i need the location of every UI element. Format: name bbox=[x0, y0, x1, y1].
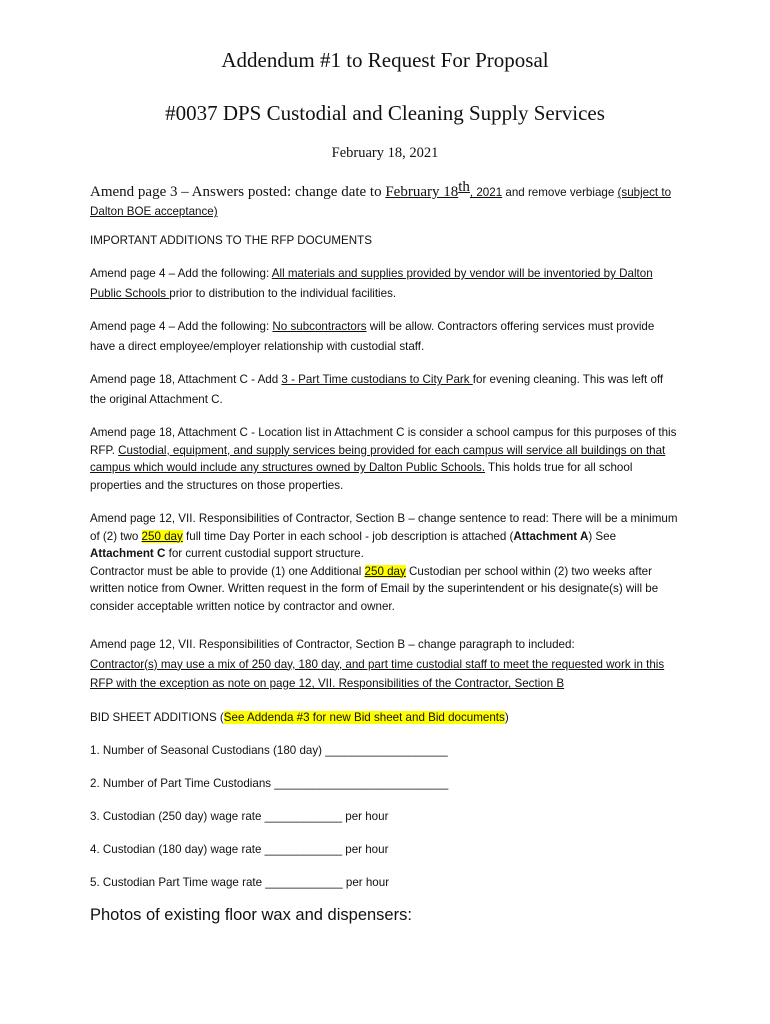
amend-page-4-materials: Amend page 4 – Add the following: All materials and supplies provided by vendor will be inventoried by Dalton Public Schools prior to distribution to the individual facilities. bbox=[90, 267, 653, 300]
amend-page-12-staff-mix: Amend page 12, VII. Responsibilities of Contractor, Section B – change paragraph to included: Contractor(s) may use a mix of 250 day, 180 day, and part time custodial staff to meet the requested work in this RFP with the exception as note on page 12, VII. Responsibilities of the Contractor, Section B bbox=[90, 638, 665, 690]
amend-page-4-subcontractors: Amend page 4 – Add the following: No subcontractors will be allow. Contractors offering services must provide have a direct employee/employer relationship with custodial staff. bbox=[90, 320, 655, 353]
bid-item: 1. Number of Seasonal Custodians (180 day) ___________________ bbox=[90, 744, 448, 757]
bid-item: 5. Custodian Part Time wage rate ____________ per hour bbox=[90, 876, 390, 889]
bid-item: 2. Number of Part Time Custodians ___________________________ bbox=[90, 777, 449, 790]
bid-item: 3. Custodian (250 day) wage rate ____________ per hour bbox=[90, 810, 389, 823]
amend-page-12-day-porter: Amend page 12, VII. Responsibilities of Contractor, Section B – change sentence to read: There will be a minimum of (2) two 250 day full time Day Porter in each school - job description is attached (Attachment A) See Attachment C for current custodial support structure. Contractor must be able to provide (1) one Additional 250 day Custodian per school within (2) two weeks after written notice from Owner. Written request in the form of Email by the superintendent or his designate(s) will be consider acceptable written notice by contractor and owner. bbox=[90, 512, 678, 613]
bid-sheet-additions: BID SHEET ADDITIONS (See Addenda #3 for new Bid sheet and Bid documents) bbox=[90, 711, 509, 724]
amend-page-18-city-park: Amend page 18, Attachment C - Add 3 - Part Time custodians to City Park for evening cleaning. This was left off the original Attachment C. bbox=[90, 373, 664, 406]
amend-page-3: Amend page 3 – Answers posted: change date to February 18th, 2021 and remove verbiage (subject to Dalton BOE acceptance) bbox=[90, 179, 672, 219]
title-line-2: #0037 DPS Custodial and Cleaning Supply Services bbox=[165, 101, 605, 125]
photos-heading: Photos of existing floor wax and dispensers: bbox=[90, 906, 412, 924]
important-additions-heading: IMPORTANT ADDITIONS TO THE RFP DOCUMENTS bbox=[90, 234, 372, 247]
title-line-1: Addendum #1 to Request For Proposal bbox=[221, 48, 549, 72]
document-date: February 18, 2021 bbox=[331, 145, 439, 161]
bid-item: 4. Custodian (180 day) wage rate ____________ per hour bbox=[90, 843, 389, 856]
amend-page-18-location-list: Amend page 18, Attachment C - Location list in Attachment C is consider a school campus for this purposes of this RFP. Custodial, equipment, and supply services being provided for each campus will service all buildings on that campus which would include any structures owned by Dalton Public Schools. This holds true for all school properties and the structures on those properties. bbox=[90, 426, 677, 492]
